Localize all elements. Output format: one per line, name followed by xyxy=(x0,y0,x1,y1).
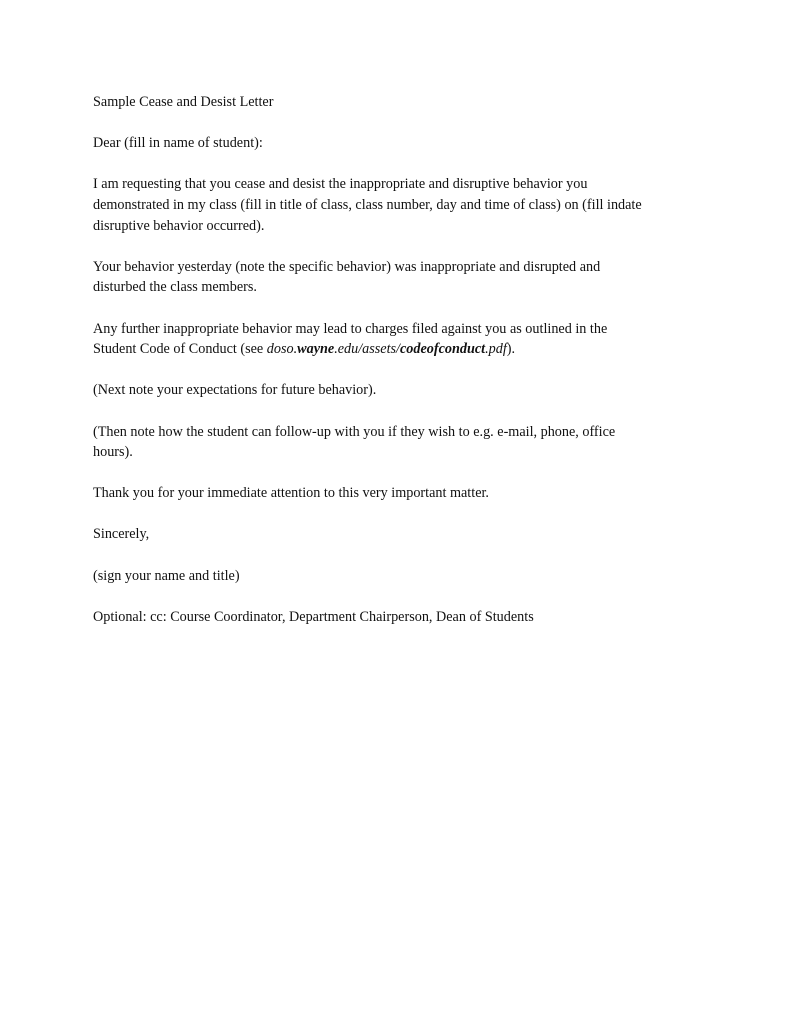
paragraph-behavior-line-1: Your behavior yesterday (note the specific behavior) was inappropriate and disrupted and xyxy=(93,258,601,275)
paragraph-consequences-line-2-suffix: ). xyxy=(506,341,516,358)
paragraph-follow-up xyxy=(93,422,733,463)
url-part-5: .pdf xyxy=(485,341,507,358)
paragraph-consequences-line-2-prefix: Student Code of Conduct (see xyxy=(93,341,267,358)
url-part-4: codeofconduct xyxy=(400,341,486,358)
cc-line: Optional: cc: Course Coordinator, Department Chairperson, Dean of Students xyxy=(93,608,534,625)
paragraph-follow-up-line-2: hours). xyxy=(93,444,133,461)
paragraph-request-line-2: demonstrated in my class (fill in title of class, class number, day and time of class) on (fill indate xyxy=(93,196,642,213)
url-part-2: wayne xyxy=(297,341,335,358)
closing: Sincerely, xyxy=(93,526,150,543)
code-of-conduct-link[interactable] xyxy=(267,341,507,357)
paragraph-behavior xyxy=(93,257,733,298)
salutation: Dear (fill in name of student): xyxy=(93,135,263,152)
paragraph-consequences-line-1: Any further inappropriate behavior may lead to charges filed against you as outlined in the xyxy=(93,320,608,337)
letter-page xyxy=(93,92,733,648)
paragraph-expectations: (Next note your expectations for future behavior). xyxy=(93,382,377,399)
paragraph-request-line-3: disruptive behavior occurred). xyxy=(93,217,265,234)
signature-placeholder: (sign your name and title) xyxy=(93,567,240,584)
paragraph-consequences xyxy=(93,319,733,360)
letter-title: Sample Cease and Desist Letter xyxy=(93,94,274,110)
url-part-3: .edu/assets/ xyxy=(334,341,400,358)
paragraph-behavior-line-2: disturbed the class members. xyxy=(93,279,257,296)
url-part-1: doso. xyxy=(266,341,298,358)
paragraph-request-line-1: I am requesting that you cease and desist the inappropriate and disruptive behavior you xyxy=(93,176,588,193)
paragraph-request xyxy=(93,174,733,236)
paragraph-follow-up-line-1: (Then note how the student can follow-up with you if they wish to e.g. e-mail, phone, office xyxy=(93,423,616,440)
paragraph-thanks: Thank you for your immediate attention to this very important matter. xyxy=(93,485,489,502)
